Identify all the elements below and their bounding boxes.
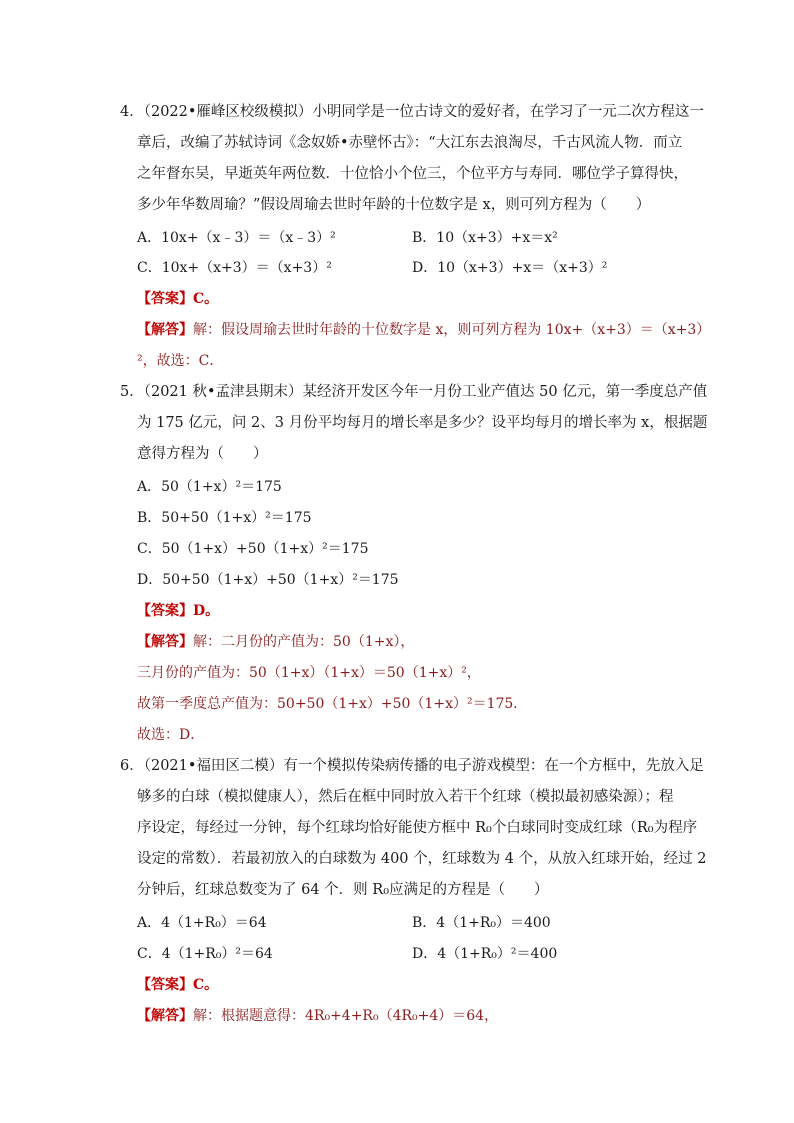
q6-answer: 【答案】C。 [137, 977, 219, 993]
q5-option-d: D．50+50（1+x）+50（1+x）²＝175 [137, 572, 399, 588]
q6-stem-line-1: 6．（2021•福田区二模）有一个模拟传染病传播的电子游戏模型：在一个方框中，先放入足 [120, 758, 704, 774]
q6-option-d: D．4（1+R₀）²＝400 [412, 946, 558, 962]
q5-explanation-line-3: 故第一季度总产值为：50+50（1+x）+50（1+x）²＝175． [137, 696, 528, 712]
q5-option-b: B．50+50（1+x）²＝175 [137, 510, 312, 526]
q4-stem-line-2: 章后，改编了苏轼诗词《念奴娇•赤壁怀古》：“大江东去浪淘尽，千古风流人物．而立 [137, 135, 683, 151]
q4-answer: 【答案】C。 [137, 291, 219, 307]
q5-explanation-tag: 【解答】 [137, 634, 193, 650]
q5-option-a: A．50（1+x）²＝175 [137, 479, 282, 495]
q6-stem-line-5: 分钟后，红球总数变为了 64 个．则 R₀应满足的方程是（ ） [137, 882, 549, 898]
q4-option-d: D．10（x+3）+x＝（x+3）² [412, 260, 608, 276]
q6-option-c: C．4（1+R₀）²＝64 [137, 946, 273, 962]
q5-option-c: C．50（1+x）+50（1+x）²＝175 [137, 541, 369, 557]
q6-option-a: A．4（1+R₀）＝64 [137, 915, 267, 931]
q4-option-b: B．10（x+3）+x＝x² [412, 230, 558, 246]
q6-explanation-text: 解：根据题意得：4R₀+4+R₀（4R₀+4）＝64， [193, 1008, 499, 1024]
q4-explanation-text: 解：假设周瑜去世时年龄的十位数字是 x，则可列方程为 10x+（x+3）＝（x+3） [193, 322, 711, 338]
q6-explanation-line-1 [137, 1006, 498, 1026]
q5-stem-line-3: 意得方程为（ ） [137, 446, 268, 462]
q5-stem-line-1: 5．（2021 秋•孟津县期末）某经济开发区今年一月份工业产值达 50 亿元，第一季度总产值 [120, 384, 708, 400]
q5-explanation-line-2: 三月份的产值为：50（1+x）（1+x）＝50（1+x）²， [137, 665, 481, 681]
q4-option-c: C．10x+（x+3）＝（x+3）² [137, 260, 332, 276]
q4-explanation-line-1 [137, 320, 710, 340]
q4-stem-line-3: 之年督东吴，早逝英年两位数．十位恰小个位三，个位平方与寿同．哪位学子算得快， [137, 166, 688, 182]
q6-explanation-tag: 【解答】 [137, 1008, 193, 1024]
q5-stem-line-2: 为 175 亿元，问 2、3 月份平均每月的增长率是多少？设平均每月的增长率为 x，根据题 [137, 415, 708, 431]
q6-stem-line-4: 设定的常数）．若最初放入的白球数为 400 个，红球数为 4 个，从放入红球开始，经过 2 [137, 851, 707, 867]
q6-option-b: B．4（1+R₀）＝400 [412, 915, 551, 931]
q5-explanation-line-1 [137, 632, 414, 652]
q4-explanation-tag: 【解答】 [137, 322, 193, 338]
q6-stem-line-2: 够多的白球（模拟健康人），然后在框中同时放入若干个红球（模拟最初感染源）；程 [137, 789, 674, 805]
q4-stem-line-1: 4．（2022•雁峰区校级模拟）小明同学是一位古诗文的爱好者，在学习了一元二次方程这一 [120, 104, 704, 120]
q5-explanation-line-4: 故选：D． [137, 727, 205, 743]
q4-option-a: A．10x+（x﹣3）＝（x﹣3）² [137, 230, 336, 246]
q6-stem-line-3: 序设定，每经过一分钟，每个红球均恰好能使方框中 R₀个白球同时变成红球（R₀为程序 [137, 820, 698, 836]
q5-answer: 【答案】D。 [137, 603, 220, 619]
q5-explanation-text: 解：二月份的产值为：50（1+x）， [193, 634, 415, 650]
q4-explanation-line-2: ²，故选：C． [137, 353, 224, 369]
q4-stem-line-4: 多少年华数周瑜？”假设周瑜去世时年龄的十位数字是 x，则可列方程为（ ） [137, 197, 651, 213]
